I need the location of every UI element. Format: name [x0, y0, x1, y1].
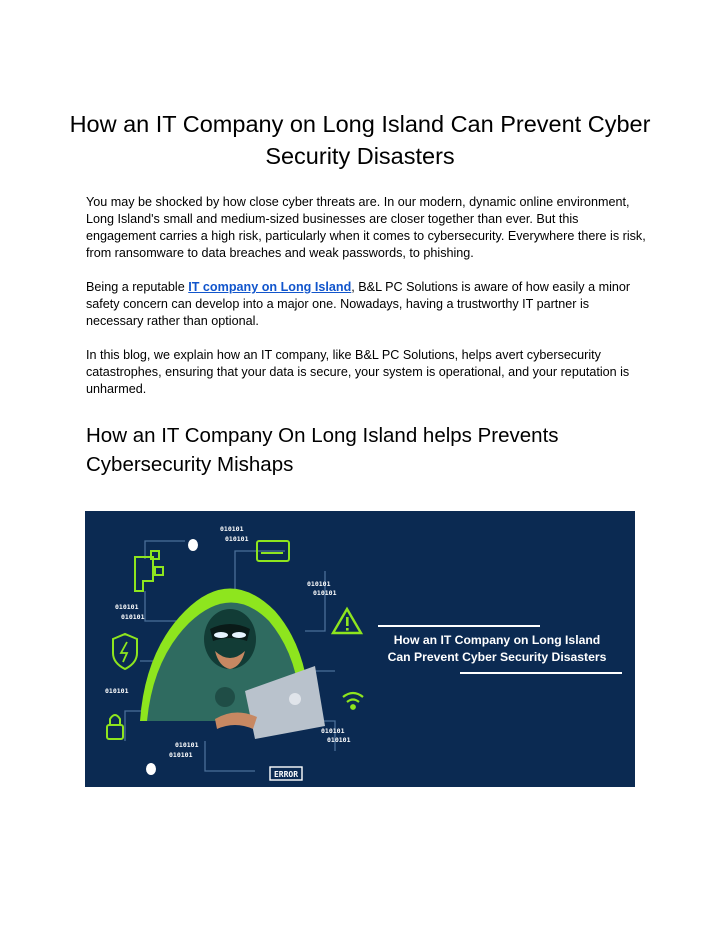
lock-icon: [107, 715, 123, 739]
binary-label: 010101: [175, 741, 199, 749]
binary-label: 010101: [115, 603, 139, 611]
para2-lead: Being a reputable: [86, 280, 189, 294]
wifi-icon: [343, 693, 363, 709]
shield-icon: [113, 634, 137, 669]
binary-label: 010101: [327, 736, 351, 744]
banner-caption: [372, 632, 622, 666]
error-tag: [270, 767, 302, 780]
article-title: How an IT Company on Long Island Can Prevent Cyber Security Disasters: [69, 111, 651, 169]
error-label: ERROR: [273, 770, 299, 779]
caption-line-2: Can Prevent Cyber Security Disasters: [387, 650, 607, 664]
document-icon: [135, 551, 163, 591]
binary-label: 010101: [169, 751, 193, 759]
binary-label: 010101: [321, 727, 345, 735]
para2-tail: , B&L PC Solutions is aware of how easily a minor safety concern can develop into a major one. Nowadays, having a trustworthy IT partner is necessary rather than optional.: [86, 280, 631, 328]
caption-line-1: How an IT Company on Long Island: [393, 633, 601, 647]
intro-paragraph: You may be shocked by how close cyber threats are. In our modern, dynamic online environment, Long Island's small and medium-sized businesses are closer together than ever. But this engagement carries a high risk, particularly when it comes to cybersecurity. Everywhere there is risk, from ransomware to data breaches and weak passwords, to phishing.: [86, 195, 646, 260]
binary-label: 010101: [220, 525, 244, 533]
hacker-figure: [140, 589, 325, 740]
binary-label: 010101: [307, 580, 331, 588]
binary-label: 010101: [121, 613, 145, 621]
binary-label: 010101: [225, 535, 249, 543]
section-heading: How an IT Company On Long Island helps Prevents Cybersecurity Mishaps: [86, 424, 559, 476]
caption-bottom-rule: [460, 672, 622, 674]
warning-icon: [333, 609, 361, 633]
it-company-link[interactable]: IT company on Long Island: [188, 280, 352, 294]
binary-label: 010101: [105, 687, 129, 695]
blog-summary-paragraph: In this blog, we explain how an IT company, like B&L PC Solutions, helps avert cybersecurity catastrophes, ensuring that your data is secure, your system is operational, and your reputation is unharmed.: [86, 348, 630, 396]
company-paragraph: [86, 279, 646, 330]
binary-label: 010101: [313, 589, 337, 597]
caption-top-rule: [378, 625, 540, 627]
